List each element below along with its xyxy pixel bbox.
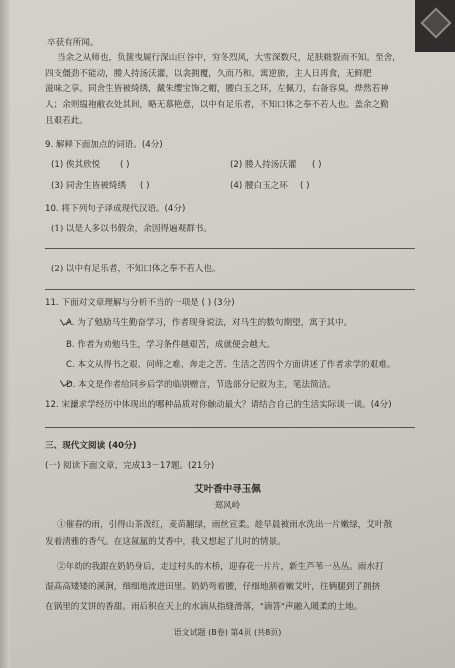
- q9-answer-blank[interactable]: ( ): [140, 181, 150, 191]
- q10-sentence-1: (1) 以是人多以书假余，余因得遍观群书。: [51, 224, 212, 234]
- q11-option-b[interactable]: B. 作者为劝勉马生，学习条件越艰苦，成就便会越大。: [66, 340, 276, 350]
- essay-line: 湿高高矮矮的溪涧，细细地流进田里。奶奶弯着腰，仔细地割着嫩艾叶，往俩腿到了拥挤: [45, 582, 381, 592]
- passage-line: 当余之从师也，负箧曳屣行深山巨谷中，穷冬烈风，大雪深数尺，足肤皲裂而不知。至舍，: [57, 53, 401, 63]
- q9-answer-blank[interactable]: ( ): [300, 181, 310, 191]
- q9-answer-blank[interactable]: ( ): [312, 160, 322, 170]
- q11-option-a[interactable]: A. 为了勉励马生勤奋学习，作者现身说法，对马生的数句期望，寓于其中。: [66, 318, 353, 328]
- q12-answer-line[interactable]: [45, 427, 415, 428]
- q9-item-1: (1) 俟其欣悦: [51, 160, 101, 170]
- q10-sentence-2: (2) 以中有足乐者，不知口体之奉不若人也。: [51, 264, 221, 274]
- page-footer: 语文试题 (B卷) 第4页 (共8页): [173, 628, 282, 637]
- passage-line: 四支僵劲不能动，媵人持汤沃灌，以衾拥覆，久而乃和。寓逆旅，主人日再食，无鲜肥: [45, 69, 372, 79]
- passage-line: 人；余则缊袍敝衣处其间，略无慕艳意，以中有足乐者，不知口体之奉不若人也。盖余之勤: [45, 100, 389, 110]
- diamond-icon: [420, 7, 451, 38]
- question-11-prompt: 11. 下面对文章理解与分析不当的一项是 ( ) (3分): [45, 298, 235, 308]
- essay-line: 发着清雅的香气。在这氤氲的艾香中，我又想起了儿时的情景。: [45, 537, 286, 547]
- essay-line: ①催春的雨，引得山茶泼红，麦苗翻绿，雨丝宣柔。趁早晨被雨水洗出一片嫩绿，艾叶散: [57, 520, 393, 530]
- q11-option-d[interactable]: D. 本文是作者给同乡后学的临别赠言，节选部分记叙为主，笔法简洁。: [66, 380, 336, 390]
- q10-answer-line[interactable]: [45, 289, 415, 290]
- question-10-prompt: 10. 将下列句子译成现代汉语。(4分): [45, 204, 186, 214]
- essay-line: ②年幼的我跟在奶奶身后，走过村头的木桥，迎春花一片片，新生芦苇一丛丛。雨水打: [57, 562, 384, 572]
- q10-answer-line[interactable]: [45, 248, 415, 249]
- q11-option-c[interactable]: C. 本文从得书之艰、问师之难、奔走之苦、生活之苦四个方面讲述了作者求学的艰难。: [66, 360, 396, 370]
- corner-ornament: [415, 0, 455, 52]
- q9-item-3: (3) 同舍生皆被绮绣: [51, 181, 127, 191]
- essay-author: 郑风岭: [214, 501, 241, 511]
- q9-answer-blank[interactable]: ( ): [120, 160, 130, 170]
- q9-item-2: (2) 媵人持汤沃灌: [230, 160, 297, 170]
- passage-line: 且艰若此。: [45, 116, 88, 126]
- essay-line: 在锅里的艾饼的香甜。雨后积在天上的水滴从指缝滑落，"滴答"声融入暖柔的土地。: [45, 602, 363, 612]
- section-3-heading: 三、现代文阅读 (40分): [45, 441, 137, 451]
- passage-line: 卒获有所闻。: [47, 38, 99, 48]
- question-9-prompt: 9. 解释下面加点的词语。(4分): [45, 140, 163, 150]
- q9-item-4: (4) 腰白玉之环: [230, 181, 288, 191]
- passage-line: 滋味之享。同舍生皆被绮绣，戴朱缨宝饰之帽，腰白玉之环，左佩刀，右备容臭，烨然若神: [45, 84, 389, 94]
- question-12-prompt: 12. 宋濂求学经历中体现出的哪种品质对你触动最大？请结合自己的生活实际谈一谈。(4分): [45, 400, 392, 410]
- essay-title: 艾叶香中寻玉佩: [194, 484, 261, 495]
- page-fold-shadow: [0, 0, 10, 668]
- section-3-subheading: (一) 阅读下面文章，完成13－17题。(21分): [45, 461, 215, 471]
